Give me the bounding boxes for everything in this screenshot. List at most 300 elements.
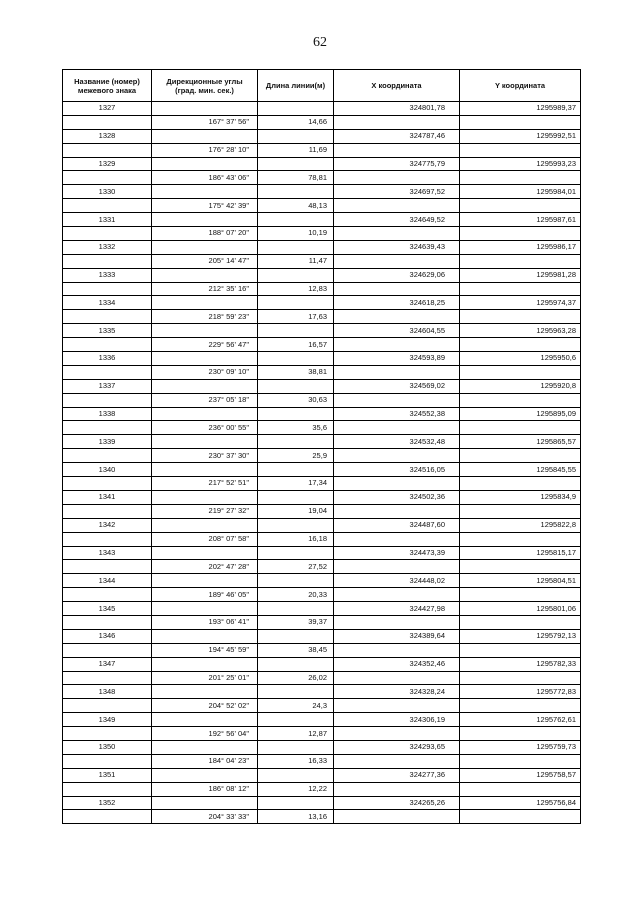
empty-cell — [334, 504, 460, 518]
y-coordinate: 1295822,8 — [460, 518, 581, 532]
empty-cell — [258, 324, 334, 338]
line-length: 17,63 — [258, 310, 334, 324]
empty-cell — [63, 810, 152, 824]
line-length: 12,83 — [258, 282, 334, 296]
direction-angle: 184° 04' 23" — [152, 754, 258, 768]
table-row — [63, 560, 581, 574]
table-row — [63, 449, 581, 463]
empty-cell — [63, 227, 152, 241]
empty-cell — [258, 379, 334, 393]
table-row — [63, 768, 581, 782]
direction-angle: 217° 52' 51" — [152, 477, 258, 491]
line-length: 12,87 — [258, 727, 334, 741]
header-name: Название (номер) межевого знака — [63, 70, 152, 102]
header-row — [63, 70, 581, 102]
x-coordinate: 324352,46 — [334, 657, 460, 671]
empty-cell — [258, 185, 334, 199]
point-name: 1341 — [63, 490, 152, 504]
y-coordinate: 1295895,09 — [460, 407, 581, 421]
empty-cell — [63, 782, 152, 796]
line-length: 39,37 — [258, 615, 334, 629]
empty-cell — [63, 171, 152, 185]
table-row — [63, 810, 581, 824]
empty-cell — [460, 782, 581, 796]
empty-cell — [63, 671, 152, 685]
empty-cell — [258, 102, 334, 116]
empty-cell — [334, 199, 460, 213]
point-name: 1330 — [63, 185, 152, 199]
table-row — [63, 490, 581, 504]
line-length: 12,22 — [258, 782, 334, 796]
empty-cell — [152, 435, 258, 449]
line-length: 16,33 — [258, 754, 334, 768]
empty-cell — [63, 727, 152, 741]
direction-angle: 237° 05' 18" — [152, 393, 258, 407]
empty-cell — [63, 532, 152, 546]
table-row — [63, 643, 581, 657]
table-row — [63, 352, 581, 366]
y-coordinate: 1295756,84 — [460, 796, 581, 810]
empty-cell — [152, 296, 258, 310]
empty-cell — [152, 518, 258, 532]
table-row — [63, 477, 581, 491]
x-coordinate: 324306,19 — [334, 713, 460, 727]
point-name: 1331 — [63, 213, 152, 227]
table-row — [63, 463, 581, 477]
point-name: 1347 — [63, 657, 152, 671]
direction-angle: 167° 37' 56" — [152, 115, 258, 129]
x-coordinate: 324265,26 — [334, 796, 460, 810]
empty-cell — [258, 740, 334, 754]
empty-cell — [63, 477, 152, 491]
empty-cell — [334, 671, 460, 685]
empty-cell — [460, 421, 581, 435]
direction-angle: 192° 56' 04" — [152, 727, 258, 741]
y-coordinate: 1295782,33 — [460, 657, 581, 671]
empty-cell — [460, 115, 581, 129]
table-row — [63, 157, 581, 171]
point-name: 1345 — [63, 602, 152, 616]
line-length: 30,63 — [258, 393, 334, 407]
empty-cell — [152, 157, 258, 171]
empty-cell — [152, 129, 258, 143]
table-row — [63, 254, 581, 268]
empty-cell — [152, 490, 258, 504]
line-length: 16,18 — [258, 532, 334, 546]
line-length: 38,81 — [258, 365, 334, 379]
x-coordinate: 324552,38 — [334, 407, 460, 421]
empty-cell — [334, 532, 460, 546]
header-length: Длина линии(м) — [258, 70, 334, 102]
y-coordinate: 1295801,06 — [460, 602, 581, 616]
y-coordinate: 1295984,01 — [460, 185, 581, 199]
table-row — [63, 782, 581, 796]
empty-cell — [63, 449, 152, 463]
direction-angle: 202° 47' 28" — [152, 560, 258, 574]
empty-cell — [334, 727, 460, 741]
table-row — [63, 754, 581, 768]
y-coordinate: 1295762,61 — [460, 713, 581, 727]
point-name: 1338 — [63, 407, 152, 421]
empty-cell — [152, 379, 258, 393]
table-row — [63, 282, 581, 296]
empty-cell — [334, 227, 460, 241]
empty-cell — [334, 782, 460, 796]
empty-cell — [63, 588, 152, 602]
empty-cell — [258, 463, 334, 477]
empty-cell — [63, 560, 152, 574]
y-coordinate: 1295950,6 — [460, 352, 581, 366]
y-coordinate: 1295986,17 — [460, 240, 581, 254]
empty-cell — [63, 254, 152, 268]
empty-cell — [460, 588, 581, 602]
header-angles: Дирекционные углы (град. мин. сек.) — [152, 70, 258, 102]
empty-cell — [152, 574, 258, 588]
table-row — [63, 407, 581, 421]
y-coordinate: 1295845,55 — [460, 463, 581, 477]
point-name: 1343 — [63, 546, 152, 560]
empty-cell — [258, 240, 334, 254]
header-x: X координата — [334, 70, 460, 102]
point-name: 1332 — [63, 240, 152, 254]
direction-angle: 193° 06' 41" — [152, 615, 258, 629]
table-row — [63, 657, 581, 671]
empty-cell — [334, 171, 460, 185]
y-coordinate: 1295963,28 — [460, 324, 581, 338]
x-coordinate: 324532,48 — [334, 435, 460, 449]
empty-cell — [460, 199, 581, 213]
empty-cell — [258, 657, 334, 671]
point-name: 1344 — [63, 574, 152, 588]
empty-cell — [460, 810, 581, 824]
empty-cell — [334, 615, 460, 629]
y-coordinate: 1295772,83 — [460, 685, 581, 699]
y-coordinate: 1295992,51 — [460, 129, 581, 143]
table-row — [63, 268, 581, 282]
table-row — [63, 532, 581, 546]
x-coordinate: 324801,78 — [334, 102, 460, 116]
table-row — [63, 421, 581, 435]
empty-cell — [152, 407, 258, 421]
direction-angle: 186° 08' 12" — [152, 782, 258, 796]
empty-cell — [258, 713, 334, 727]
table-row — [63, 602, 581, 616]
empty-cell — [258, 268, 334, 282]
x-coordinate: 324604,55 — [334, 324, 460, 338]
line-length: 17,34 — [258, 477, 334, 491]
x-coordinate: 324487,60 — [334, 518, 460, 532]
line-length: 13,16 — [258, 810, 334, 824]
x-coordinate: 324649,52 — [334, 213, 460, 227]
empty-cell — [152, 713, 258, 727]
direction-angle: 219° 27' 32" — [152, 504, 258, 518]
line-length: 20,33 — [258, 588, 334, 602]
empty-cell — [258, 213, 334, 227]
empty-cell — [334, 588, 460, 602]
x-coordinate: 324389,64 — [334, 629, 460, 643]
point-name: 1337 — [63, 379, 152, 393]
point-name: 1339 — [63, 435, 152, 449]
x-coordinate: 324569,02 — [334, 379, 460, 393]
empty-cell — [63, 615, 152, 629]
empty-cell — [334, 143, 460, 157]
x-coordinate: 324293,65 — [334, 740, 460, 754]
direction-angle: 189° 46' 05" — [152, 588, 258, 602]
line-length: 48,13 — [258, 199, 334, 213]
table-row — [63, 365, 581, 379]
empty-cell — [152, 602, 258, 616]
empty-cell — [258, 407, 334, 421]
table-row — [63, 435, 581, 449]
empty-cell — [460, 532, 581, 546]
direction-angle: 230° 09' 10" — [152, 365, 258, 379]
empty-cell — [460, 254, 581, 268]
point-name: 1349 — [63, 713, 152, 727]
table-row — [63, 240, 581, 254]
empty-cell — [63, 310, 152, 324]
empty-cell — [152, 657, 258, 671]
empty-cell — [460, 671, 581, 685]
survey-coordinates-table — [62, 69, 581, 824]
empty-cell — [63, 338, 152, 352]
table-body — [63, 102, 581, 824]
empty-cell — [258, 157, 334, 171]
table-row — [63, 171, 581, 185]
direction-angle: 201° 25' 01" — [152, 671, 258, 685]
x-coordinate: 324787,46 — [334, 129, 460, 143]
x-coordinate: 324516,05 — [334, 463, 460, 477]
empty-cell — [258, 518, 334, 532]
point-name: 1329 — [63, 157, 152, 171]
empty-cell — [63, 754, 152, 768]
table-row — [63, 685, 581, 699]
line-length: 10,19 — [258, 227, 334, 241]
empty-cell — [334, 754, 460, 768]
point-name: 1336 — [63, 352, 152, 366]
direction-angle: 176° 28' 10" — [152, 143, 258, 157]
y-coordinate: 1295759,73 — [460, 740, 581, 754]
table-row — [63, 296, 581, 310]
empty-cell — [63, 115, 152, 129]
empty-cell — [460, 143, 581, 157]
direction-angle: 236° 00' 55" — [152, 421, 258, 435]
x-coordinate: 324328,24 — [334, 685, 460, 699]
table-row — [63, 504, 581, 518]
line-length: 24,3 — [258, 699, 334, 713]
table-row — [63, 199, 581, 213]
point-name: 1328 — [63, 129, 152, 143]
direction-angle: 204° 33' 33" — [152, 810, 258, 824]
direction-angle: 194° 45' 59" — [152, 643, 258, 657]
empty-cell — [460, 615, 581, 629]
empty-cell — [152, 268, 258, 282]
empty-cell — [334, 338, 460, 352]
table-row — [63, 379, 581, 393]
empty-cell — [152, 629, 258, 643]
point-name: 1333 — [63, 268, 152, 282]
empty-cell — [460, 310, 581, 324]
empty-cell — [258, 602, 334, 616]
x-coordinate: 324639,43 — [334, 240, 460, 254]
page-number: 62 — [313, 35, 327, 50]
empty-cell — [63, 393, 152, 407]
point-name: 1334 — [63, 296, 152, 310]
x-coordinate: 324277,36 — [334, 768, 460, 782]
empty-cell — [334, 310, 460, 324]
empty-cell — [152, 213, 258, 227]
y-coordinate: 1295989,37 — [460, 102, 581, 116]
empty-cell — [152, 463, 258, 477]
point-name: 1351 — [63, 768, 152, 782]
y-coordinate: 1295981,28 — [460, 268, 581, 282]
line-length: 14,66 — [258, 115, 334, 129]
direction-angle: 230° 37' 30" — [152, 449, 258, 463]
table-row — [63, 629, 581, 643]
empty-cell — [258, 768, 334, 782]
table-row — [63, 615, 581, 629]
empty-cell — [460, 727, 581, 741]
empty-cell — [460, 560, 581, 574]
empty-cell — [152, 546, 258, 560]
table-row — [63, 574, 581, 588]
x-coordinate: 324473,39 — [334, 546, 460, 560]
point-name: 1348 — [63, 685, 152, 699]
x-coordinate: 324502,36 — [334, 490, 460, 504]
point-name: 1335 — [63, 324, 152, 338]
empty-cell — [334, 421, 460, 435]
y-coordinate: 1295974,37 — [460, 296, 581, 310]
table-row — [63, 546, 581, 560]
direction-angle: 175° 42' 39" — [152, 199, 258, 213]
empty-cell — [460, 171, 581, 185]
point-name: 1342 — [63, 518, 152, 532]
table-row — [63, 727, 581, 741]
table-row — [63, 338, 581, 352]
y-coordinate: 1295834,9 — [460, 490, 581, 504]
y-coordinate: 1295865,57 — [460, 435, 581, 449]
empty-cell — [63, 199, 152, 213]
table-row — [63, 393, 581, 407]
empty-cell — [334, 365, 460, 379]
empty-cell — [460, 227, 581, 241]
empty-cell — [334, 115, 460, 129]
line-length: 11,47 — [258, 254, 334, 268]
point-name: 1350 — [63, 740, 152, 754]
table-row — [63, 115, 581, 129]
empty-cell — [152, 768, 258, 782]
table-row — [63, 185, 581, 199]
empty-cell — [460, 477, 581, 491]
direction-angle: 212° 35' 16" — [152, 282, 258, 296]
empty-cell — [258, 796, 334, 810]
line-length: 35,6 — [258, 421, 334, 435]
empty-cell — [63, 365, 152, 379]
empty-cell — [334, 699, 460, 713]
empty-cell — [258, 296, 334, 310]
direction-angle: 208° 07' 58" — [152, 532, 258, 546]
direction-angle: 205° 14' 47" — [152, 254, 258, 268]
line-length: 19,04 — [258, 504, 334, 518]
empty-cell — [152, 685, 258, 699]
empty-cell — [460, 504, 581, 518]
empty-cell — [152, 185, 258, 199]
x-coordinate: 324629,06 — [334, 268, 460, 282]
direction-angle: 204° 52' 02" — [152, 699, 258, 713]
empty-cell — [460, 754, 581, 768]
line-length: 38,45 — [258, 643, 334, 657]
empty-cell — [334, 449, 460, 463]
empty-cell — [334, 810, 460, 824]
table-row — [63, 588, 581, 602]
empty-cell — [460, 338, 581, 352]
empty-cell — [460, 449, 581, 463]
empty-cell — [152, 796, 258, 810]
line-length: 26,02 — [258, 671, 334, 685]
table-row — [63, 310, 581, 324]
table-row — [63, 324, 581, 338]
empty-cell — [258, 129, 334, 143]
empty-cell — [334, 643, 460, 657]
table-row — [63, 796, 581, 810]
empty-cell — [334, 282, 460, 296]
line-length: 11,69 — [258, 143, 334, 157]
empty-cell — [334, 560, 460, 574]
empty-cell — [460, 393, 581, 407]
direction-angle: 188° 07' 20" — [152, 227, 258, 241]
empty-cell — [63, 143, 152, 157]
y-coordinate: 1295758,57 — [460, 768, 581, 782]
empty-cell — [63, 699, 152, 713]
empty-cell — [63, 504, 152, 518]
empty-cell — [460, 699, 581, 713]
empty-cell — [258, 352, 334, 366]
x-coordinate: 324618,25 — [334, 296, 460, 310]
x-coordinate: 324448,02 — [334, 574, 460, 588]
point-name: 1346 — [63, 629, 152, 643]
point-name: 1327 — [63, 102, 152, 116]
table-row — [63, 713, 581, 727]
direction-angle: 229° 56' 47" — [152, 338, 258, 352]
table-row — [63, 699, 581, 713]
empty-cell — [152, 324, 258, 338]
empty-cell — [258, 629, 334, 643]
empty-cell — [334, 393, 460, 407]
header-y: Y координата — [460, 70, 581, 102]
line-length: 27,52 — [258, 560, 334, 574]
y-coordinate: 1295987,61 — [460, 213, 581, 227]
point-name: 1340 — [63, 463, 152, 477]
x-coordinate: 324775,79 — [334, 157, 460, 171]
empty-cell — [63, 643, 152, 657]
empty-cell — [258, 546, 334, 560]
direction-angle: 186° 43' 06" — [152, 171, 258, 185]
table-row — [63, 213, 581, 227]
empty-cell — [460, 282, 581, 296]
empty-cell — [152, 740, 258, 754]
empty-cell — [258, 685, 334, 699]
empty-cell — [152, 240, 258, 254]
empty-cell — [258, 574, 334, 588]
line-length: 78,81 — [258, 171, 334, 185]
table-row — [63, 129, 581, 143]
empty-cell — [460, 643, 581, 657]
x-coordinate: 324593,89 — [334, 352, 460, 366]
point-name: 1352 — [63, 796, 152, 810]
x-coordinate: 324427,98 — [334, 602, 460, 616]
y-coordinate: 1295815,17 — [460, 546, 581, 560]
empty-cell — [152, 352, 258, 366]
empty-cell — [460, 365, 581, 379]
